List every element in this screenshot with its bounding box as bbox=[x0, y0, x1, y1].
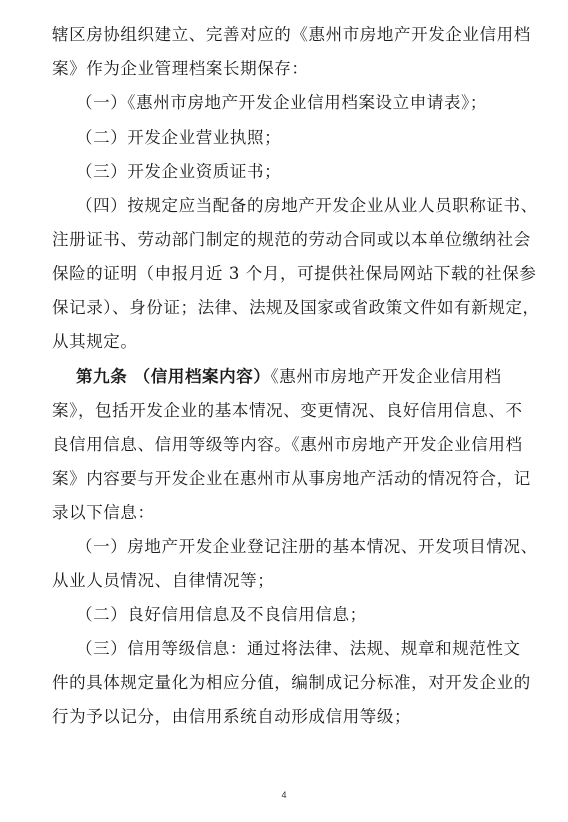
list-item-1: （一）《惠州市房地产开发企业信用档案设立申请表》； bbox=[76, 93, 487, 112]
text-line: 案》，包括开发企业的基本情况、变更情况、良好信用信息、不 bbox=[52, 401, 523, 420]
text-line: 注册证书、劳动部门制定的规范的劳动合同或以本单位缴纳社会 bbox=[52, 230, 531, 249]
list-item-1: （一）房地产开发企业登记注册的基本情况、开发项目情况、 bbox=[76, 537, 538, 556]
list-item-3: （三）开发企业资质证书； bbox=[76, 162, 282, 181]
text-line: 从业人员情况、自律情况等； bbox=[52, 571, 275, 590]
article-first-line bbox=[76, 360, 532, 394]
list-item-4: （四）按规定应当配备的房地产开发企业从业人员职称证书、 bbox=[76, 196, 538, 215]
list-item-3: （三）信用等级信息：通过将法律、法规、规章和规范性文 bbox=[76, 639, 521, 658]
text-line: 件的具体规定量化为相应分值，编制成记分标准，对开发企业的 bbox=[52, 673, 531, 692]
text-line: 录以下信息： bbox=[52, 503, 155, 522]
article-text: 《惠州市房地产开发企业信用档 bbox=[270, 367, 502, 386]
article-heading: 第九条 （信用档案内容） bbox=[76, 367, 271, 386]
text-line: 良信用信息、信用等级等内容。《惠州市房地产开发企业信用档 bbox=[52, 435, 523, 454]
text-line: 辖区房协组织建立、完善对应的《惠州市房地产开发企业信用档 bbox=[52, 25, 531, 44]
text-line: 保记录）、身份证；法律、法规及国家或省政策文件如有新规定， bbox=[52, 298, 540, 317]
text-line: 保险的证明（申报月近 3 个月，可提供社保局网站下载的社保参 bbox=[52, 264, 537, 283]
text-line: 行为予以记分，由信用系统自动形成信用等级； bbox=[52, 707, 412, 726]
text-line: 从其规定。 bbox=[52, 332, 138, 351]
text-line: 案》内容要与开发企业在惠州市从事房地产活动的情况符合，记 bbox=[52, 469, 531, 488]
text-line: 案》作为企业管理档案长期保存： bbox=[52, 59, 309, 78]
list-item-2: （二）良好信用信息及不良信用信息； bbox=[76, 605, 367, 624]
list-item-2: （二）开发企业营业执照； bbox=[76, 128, 282, 147]
page-number: 4 bbox=[281, 790, 287, 800]
